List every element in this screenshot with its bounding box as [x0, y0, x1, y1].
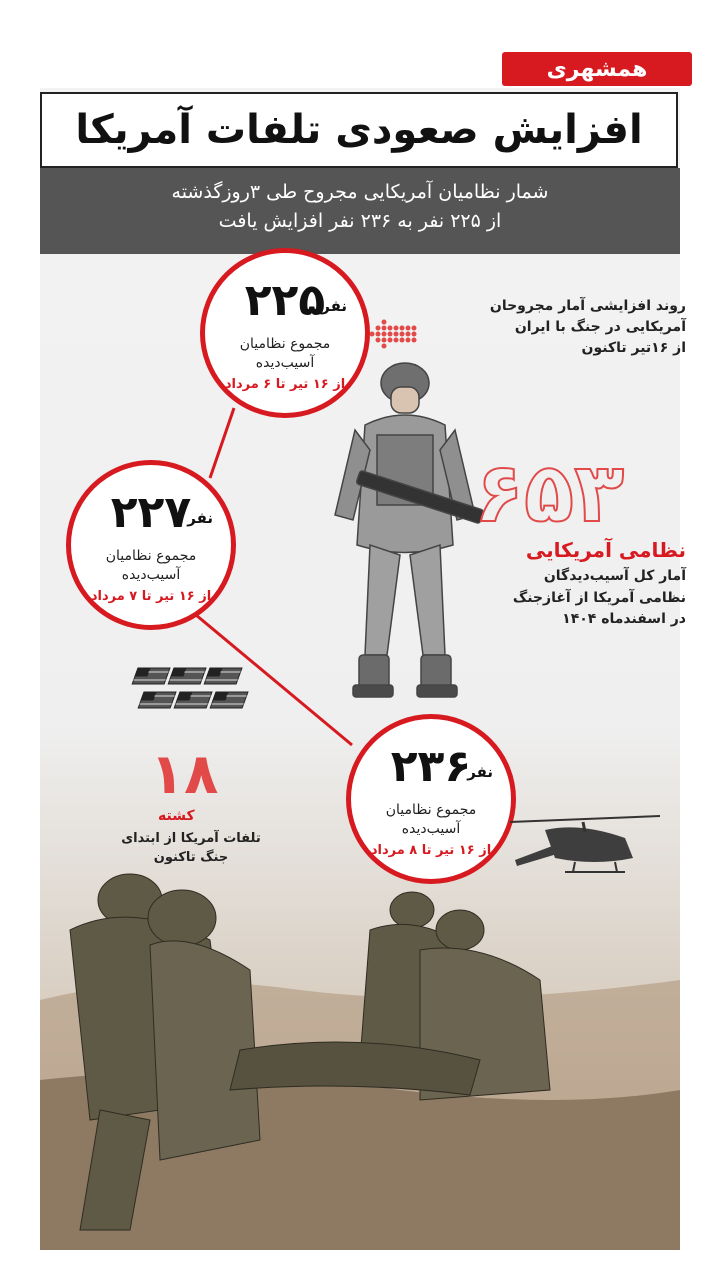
stat-circle-2	[66, 460, 236, 630]
stat-circle-1-unit: نفر	[321, 297, 347, 315]
arrow-dots-icon	[368, 314, 418, 354]
stat-circle-1-label-line-2: آسیب‌دیده	[255, 354, 315, 371]
subtitle-line-2: از ۲۲۵ نفر به ۲۳۶ نفر افزایش یافت	[218, 209, 502, 232]
trend-note-line-3: از ۱۶تیر تاکنون	[581, 340, 686, 356]
stat-circle-3-unit: نفر	[467, 763, 493, 781]
stat-circle-3-date: از ۱۶ تیر تا ۸ مرداد	[370, 843, 492, 858]
stat-circle-2-date: از ۱۶ تیر تا ۷ مرداد	[90, 589, 212, 604]
killed-desc-line-2: جنگ تاکنون	[153, 849, 229, 865]
stat-circle-2-value: ۲۲۷	[110, 487, 192, 538]
total-desc-line-2: نظامی آمریکا از آغازجنگ	[512, 589, 686, 606]
killed-unit: کشته	[158, 808, 195, 824]
stat-circle-3-label	[361, 801, 501, 839]
stat-circle-2-label-line-2: آسیب‌دیده	[121, 566, 181, 583]
stat-circle-1-label-line-1: مجموع نظامیان	[239, 336, 331, 352]
stat-circle-2-label-line-1: مجموع نظامیان	[105, 548, 197, 564]
total-casualties-label: نظامی آمریکایی	[525, 538, 686, 562]
killed-desc-line-1: تلفات آمریکا از ابتدای	[121, 831, 261, 846]
subtitle-line-1: شمار نظامیان آمریکایی مجروح طی ۳روزگذشته	[171, 181, 549, 203]
stat-circle-2-unit: نفر	[187, 509, 213, 527]
stat-circle-3-value: ۲۳۶	[390, 741, 472, 792]
soldiers-scene-photo	[40, 860, 680, 1250]
trend-note-line-1: روند افزایشی آمار مجروحان	[489, 298, 686, 314]
stat-circle-3-label-line-1: مجموع نظامیان	[385, 802, 477, 818]
trend-note-line-2: آمریکایی در جنگ با ایران	[514, 319, 686, 335]
total-desc-line-3: در اسفندماه ۱۴۰۴	[562, 611, 686, 628]
page-title: افزایش صعودی تلفات آمریکا	[75, 107, 643, 153]
stat-circle-2-label	[81, 547, 221, 585]
trend-note	[446, 296, 686, 359]
flag-coffins-icon	[130, 660, 250, 730]
stat-circle-1-value: ۲۲۵	[244, 275, 326, 326]
killed-value: ۱۸	[150, 742, 219, 807]
total-casualties-value: ۶۵۳	[474, 446, 625, 541]
stat-circle-3	[346, 714, 516, 884]
stat-circle-3-label-line-2: آسیب‌دیده	[401, 820, 461, 837]
connector-line-1	[210, 408, 234, 478]
hamshahri-logo: همشهری	[502, 52, 692, 86]
soldier-illustration	[325, 355, 485, 710]
total-casualties-desc	[426, 566, 686, 631]
total-desc-line-1: آمار کل آسیب‌دیدگان	[543, 568, 686, 584]
stat-circle-1-date: از ۱۶ تیر تا ۶ مرداد	[224, 377, 346, 392]
